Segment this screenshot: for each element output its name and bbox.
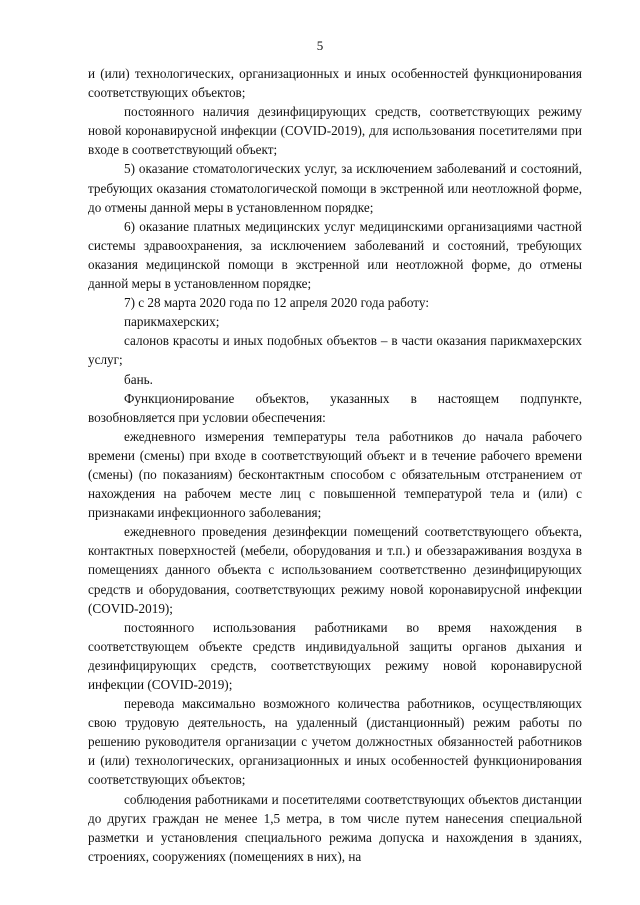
paragraph: салонов красоты и иных подобных объектов – в части оказания парикмахерских услуг; — [88, 333, 582, 368]
paragraph: и (или) технологических, организационных и иных особенностей функционирования соответствующих объектов; — [88, 66, 582, 101]
page-number: 5 — [316, 38, 324, 53]
paragraph: перевода максимально возможного количества работников, осуществляющих свою трудовую деятельность, на удаленный (дистанционный) режим работы по решению руководителя организации с учетом должностных обязанностей работников и (или) технологических, организационных и иных особенностей функционирования соответствующих объектов; — [88, 696, 582, 788]
paragraph: бань. — [124, 371, 153, 387]
paragraph: 6) оказание платных медицинских услуг медицинскими организациями частной системы здравоохранения, за исключением заболеваний и состояний, требующих оказания медицинской помощи в экстренной или неотложной форме, до отмены данной меры в установленном порядке; — [88, 218, 582, 292]
paragraph: постоянного использования работниками во время нахождения в соответствующем объекте средств индивидуальной защиты органов дыхания и дезинфицирующих средств, соответствующих режиму новой коронавирусной инфекции (COVID-2019); — [88, 619, 582, 692]
paragraph: постоянного наличия дезинфицирующих средств, соответствующих режиму новой коронавирусной инфекции (COVID-2019), для использования посетителями при входе в соответствующий объект; — [88, 104, 582, 158]
paragraph: 5) оказание стоматологических услуг, за исключением заболеваний и состояний, требующих оказания стоматологической помощи в экстренной или неотложной форме, до отмены данной меры в установленном порядке; — [88, 161, 582, 215]
paragraph: 7) с 28 марта 2020 года по 12 апреля 2020 года работу: — [124, 295, 429, 311]
document-body — [88, 64, 582, 866]
paragraph: соблюдения работниками и посетителями соответствующих объектов дистанции до других граждан не менее 1,5 метра, в том числе путем нанесения специальной разметки и установления специального режима допуска и нахождения в зданиях, строениях, сооружениях (помещениях в них), на — [88, 791, 582, 864]
paragraph: ежедневного измерения температуры тела работников до начала рабочего времени (смены) при входе в соответствующий объект и в течение рабочего времени (смены) (по показаниям) бесконтактным способом с обязательным отстранением от нахождения на рабочем месте лиц с повышенной температурой тела и (или) с признаками инфекционного заболевания; — [88, 428, 582, 521]
paragraph: Функционирование объектов, указанных в настоящем подпункте, возобновляется при условии обеспечения: — [88, 390, 582, 425]
paragraph: ежедневного проведения дезинфекции помещений соответствующего объекта, контактных поверхностей (мебели, оборудования и т.п.) и обеззараживания воздуха в помещениях данного объекта с использованием соответственно дезинфицирующих средств и оборудования, соответствующих режиму новой коронавирусной инфекции (COVID-2019); — [88, 524, 582, 616]
paragraph: парикмахерских; — [124, 314, 220, 330]
